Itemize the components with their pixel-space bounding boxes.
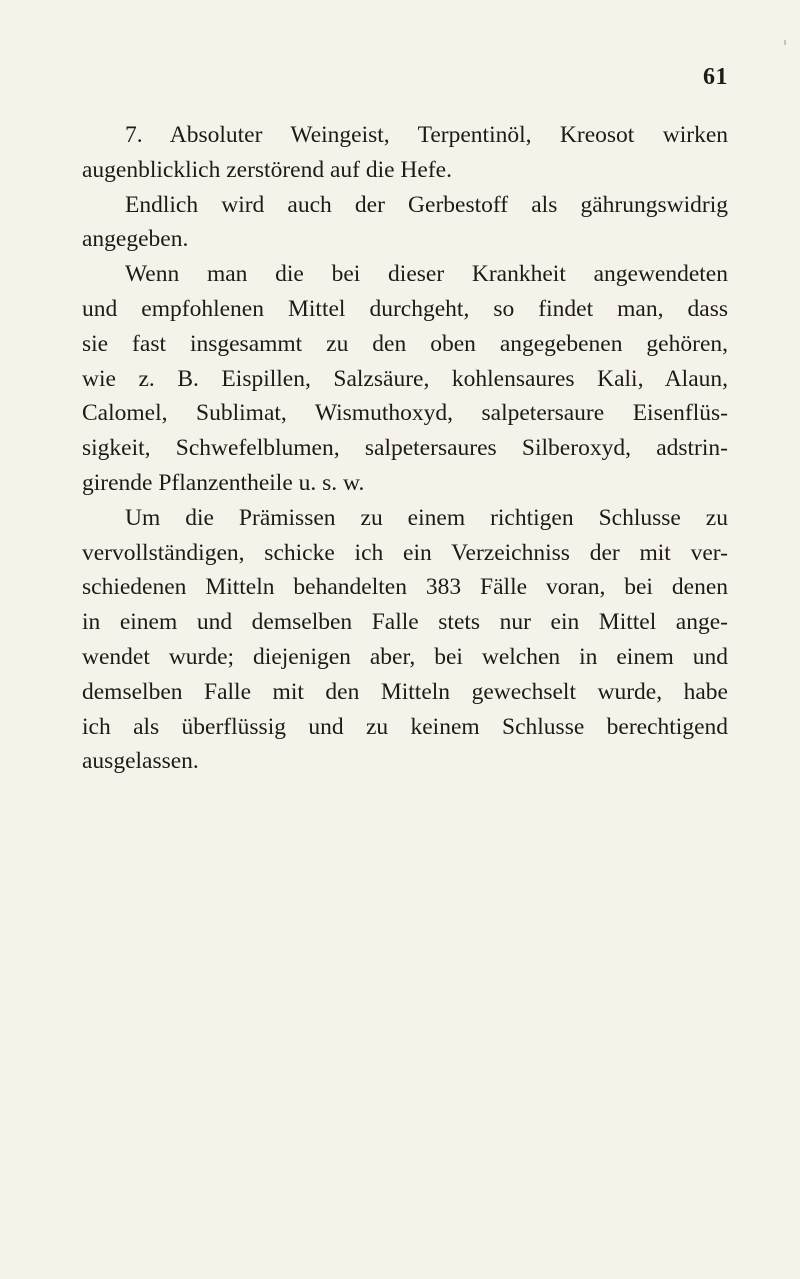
text-line: Endlich wird auch der Gerbestoff als gährungswidrig (125, 191, 728, 218)
text-line: Um die Prämissen zu einem richtigen Schlusse zu (125, 504, 728, 531)
text-line: sigkeit, Schwefelblumen, salpetersaures Silberoxyd, adstrin- (82, 435, 728, 462)
text-line: und empfohlenen Mittel durchgeht, so findet man, dass (82, 295, 728, 322)
page-body-text (82, 118, 728, 779)
paper-mark (784, 40, 786, 45)
text-line: girende Pflanzentheile u. s. w. (82, 469, 365, 496)
text-line: vervollständigen, schicke ich ein Verzeichniss der mit ver- (82, 539, 728, 566)
page-number: 61 (703, 64, 728, 90)
text-line: 7. Absoluter Weingeist, Terpentinöl, Kreosot wirken (125, 122, 728, 148)
text-line: demselben Falle mit den Mitteln gewechselt wurde, habe (82, 678, 728, 705)
text-line: in einem und demselben Falle stets nur ein Mittel ange- (82, 609, 728, 636)
text-line: augenblicklich zerstörend auf die Hefe. (82, 156, 452, 183)
text-line: wie z. B. Eispillen, Salzsäure, kohlensaures Kali, Alaun, (82, 365, 728, 392)
text-line: schiedenen Mitteln behandelten 383 Fälle voran, bei denen (82, 574, 728, 601)
text-line: sie fast insgesammt zu den oben angegebenen gehören, (82, 330, 728, 357)
text-line: ausgelassen. (82, 748, 199, 775)
text-line: wendet wurde; diejenigen aber, bei welchen in einem und (82, 643, 728, 670)
text-line: angegeben. (82, 226, 189, 253)
text-line: Calomel, Sublimat, Wismuthoxyd, salpetersaure Eisenflüs- (82, 400, 728, 427)
text-line: ich als überflüssig und zu keinem Schlusse berechtigend (82, 713, 728, 740)
text-line: Wenn man die bei dieser Krankheit angewendeten (125, 261, 728, 288)
